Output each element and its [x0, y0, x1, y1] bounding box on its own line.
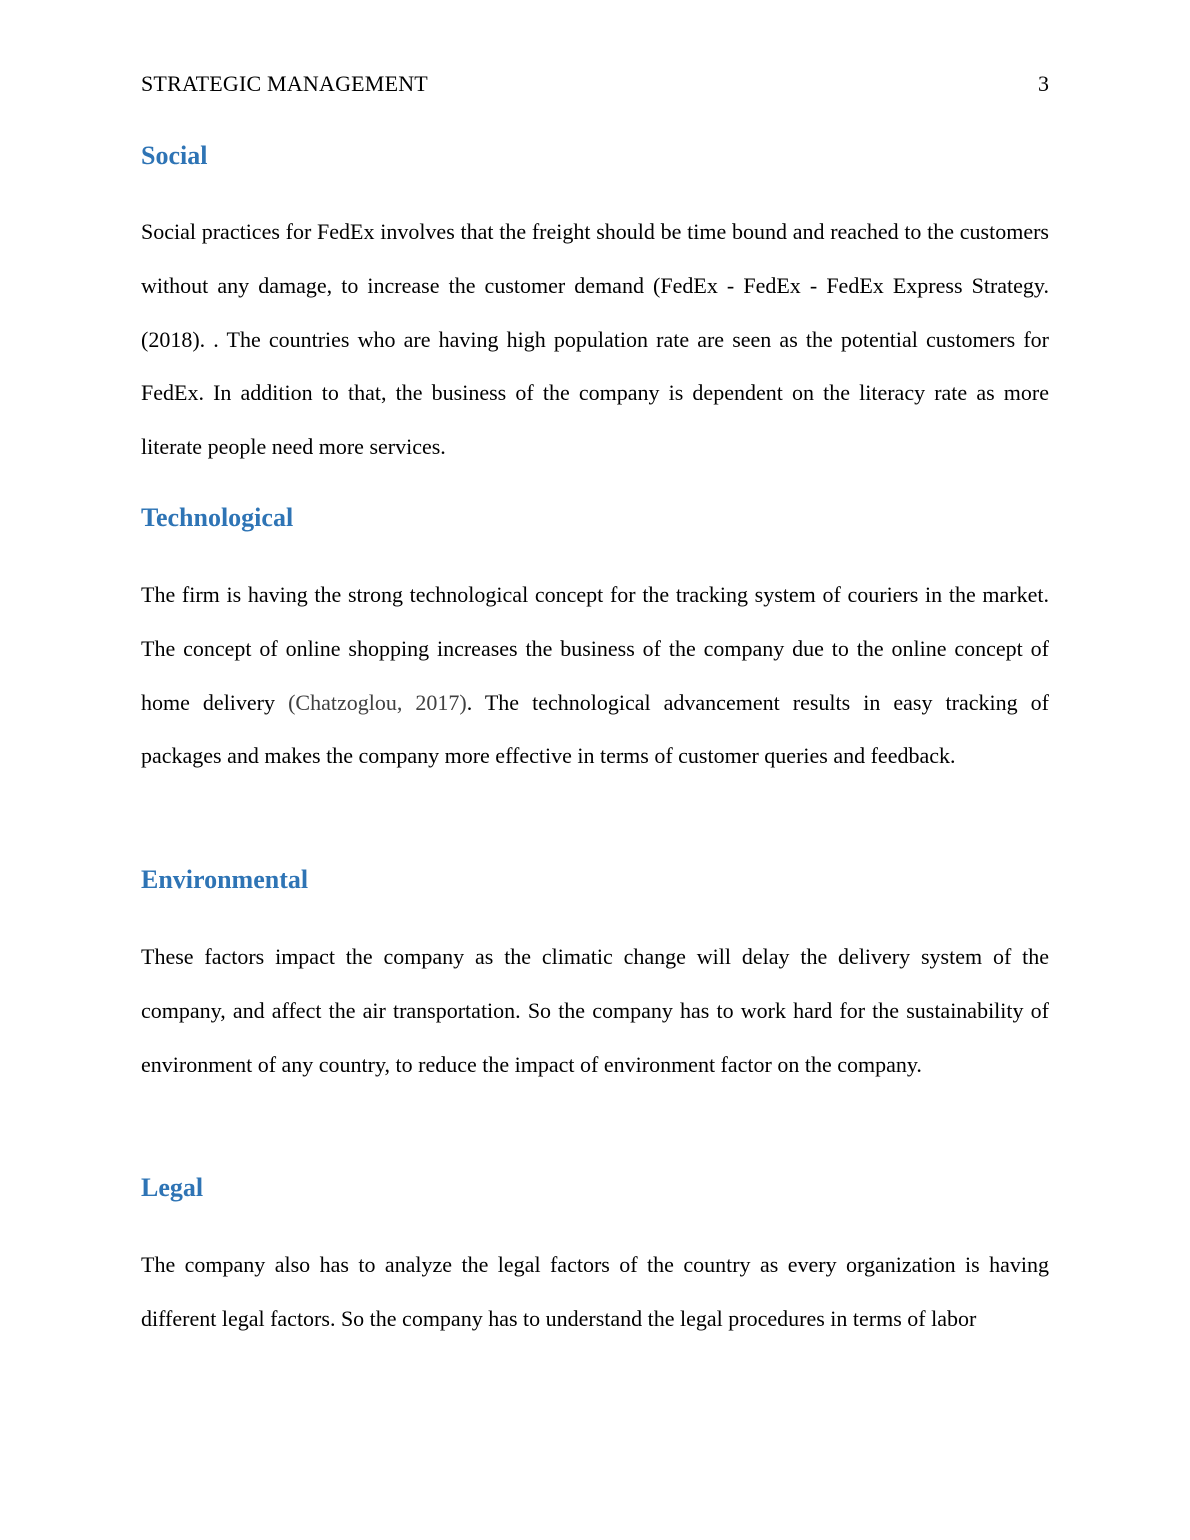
- running-head: STRATEGIC MANAGEMENT: [141, 71, 428, 96]
- paragraph-social: Social practices for FedEx involves that the freight should be time bound and reached to the customers without any damage, to increase the customer demand (FedEx - FedEx - FedEx Express Strategy. (2018). . The countries who are having high population rate are seen as the potential customers for FedEx. In addition to that, the business of the company is dependent on the literacy rate as more literate people need more services.: [141, 219, 1049, 460]
- heading-technological: Technological: [141, 503, 294, 532]
- heading-environmental: Environmental: [141, 865, 309, 894]
- page-number: 3: [1038, 71, 1049, 96]
- paragraph-technological-text-2: . The technological advancement results in easy tracking of packages and makes the company more effective in terms of customer queries and feedback.: [141, 689, 1049, 769]
- paragraph-technological: [141, 568, 1049, 783]
- paragraph-legal: The company also has to analyze the legal factors of the country as every organization is having different legal factors. So the company has to understand the legal procedures in terms of labor: [141, 1252, 1049, 1331]
- heading-legal: Legal: [141, 1173, 204, 1202]
- paragraph-environmental: These factors impact the company as the climatic change will delay the delivery system of the company, and affect the air transportation. So the company has to work hard for the sustainability of environment of any country, to reduce the impact of environment factor on the company.: [141, 944, 1049, 1077]
- citation-chatzoglou: (Chatzoglou, 2017): [288, 689, 467, 715]
- paragraph-technological-text-1: The firm is having the strong technological concept for the tracking system of couriers in the market. The concept of online shopping increases the business of the company due to the online concept of home delivery: [141, 582, 1049, 715]
- heading-social: Social: [141, 141, 208, 170]
